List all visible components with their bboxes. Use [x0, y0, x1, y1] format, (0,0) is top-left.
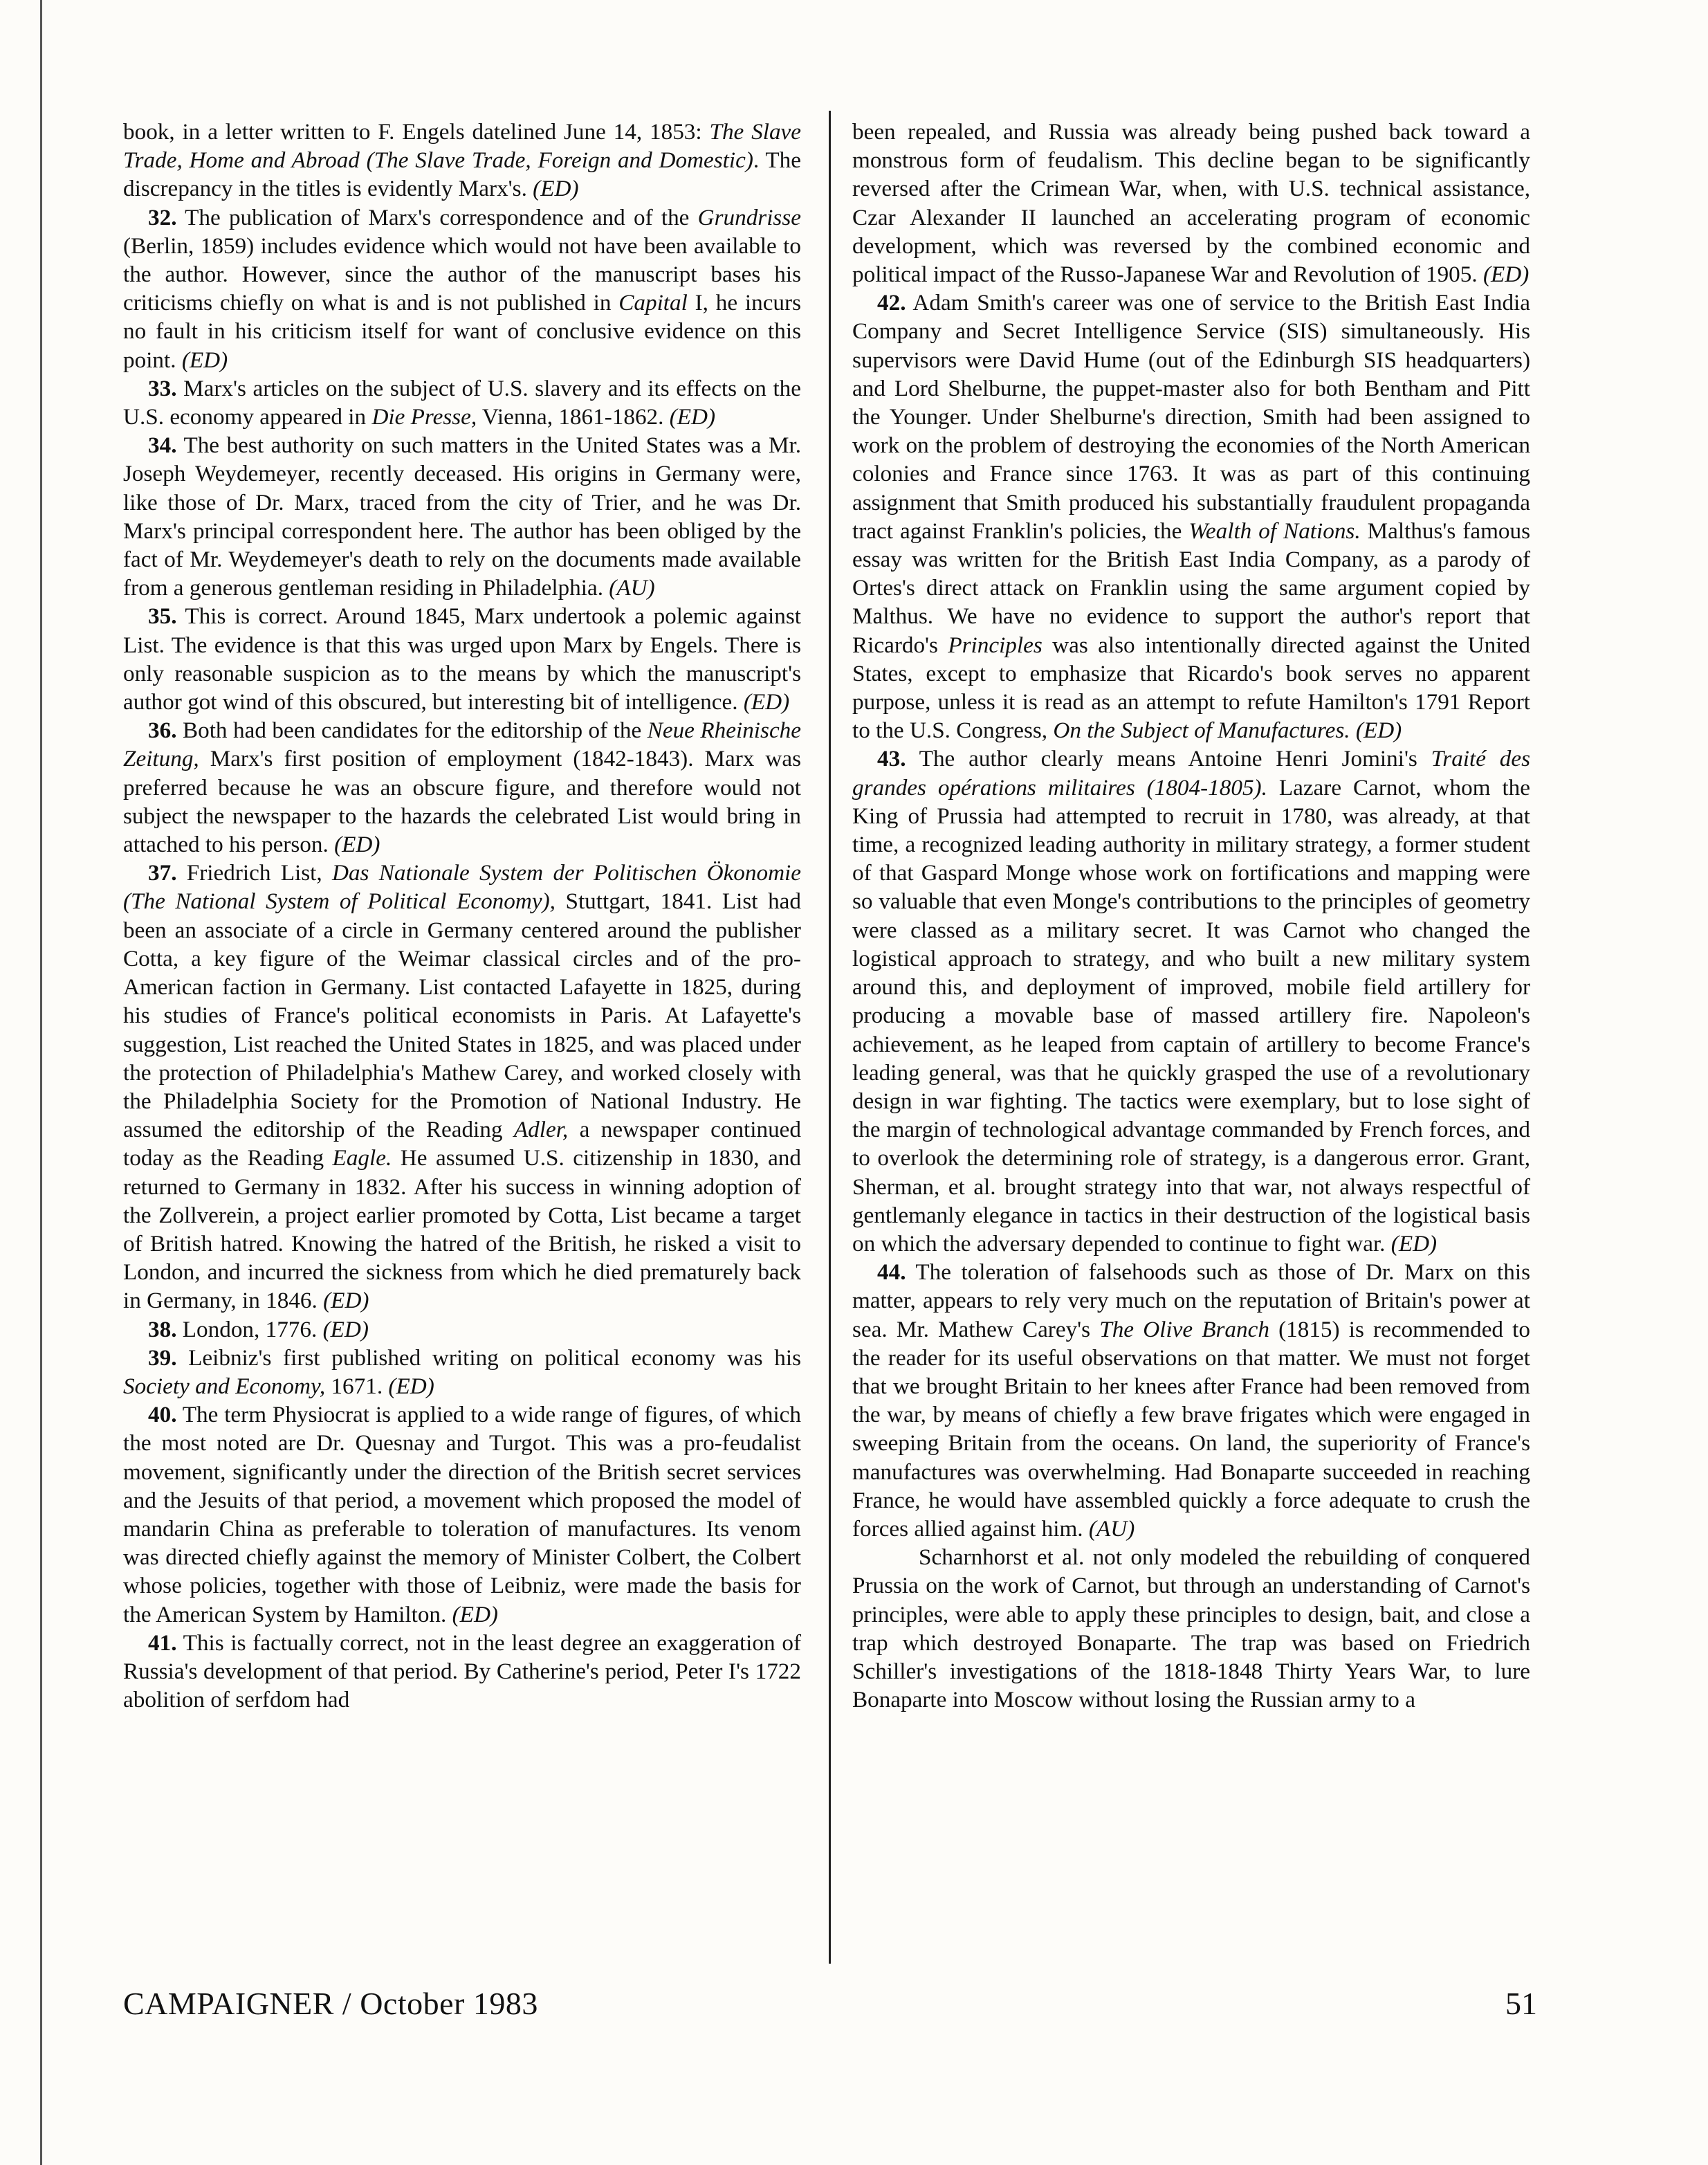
note-number: 34.: [148, 432, 177, 459]
note-number: 35.: [148, 603, 177, 630]
note-text: Marx's first position of employment (1842-1843). Marx was preferred because he was an obscure figure, and therefore would not subject the newspaper to the hazards the celebrated List would bring in attached to his person.: [123, 746, 801, 858]
italic-text: (ED): [533, 176, 579, 202]
note-paragraph: [852, 118, 1530, 289]
note-text: Vienna, 1861-1862.: [477, 404, 670, 430]
footer-publication: CAMPAIGNER / October 1983: [123, 1986, 538, 2021]
note-text: been repealed, and Russia was already being pushed back toward a monstrous form of feudalism. This decline began to be significantly reversed after the Crimean War, when, with U.S. technical assistance, Czar Alexander II launched an accelerating program of economic development, which was reversed by the combined economic and political impact of the Russo-Japanese War and Revolution of 1905.: [852, 119, 1530, 288]
note-paragraph: [123, 118, 801, 203]
italic-text: (AU): [609, 575, 655, 601]
note-paragraph: [123, 602, 801, 716]
note-paragraph: [852, 1543, 1530, 1714]
note-text: Both had been candidates for the editorship of the: [176, 718, 648, 744]
italic-text: (ED): [452, 1601, 498, 1627]
italic-text: Eagle.: [332, 1145, 392, 1171]
note-text: (1815) is recommended to the reader for its useful observations on that matter. We must not forget that we brought Britain to her knees after France had been removed from the war, by means of chiefly a few brave frigates which were engaged in sweeping Britain from the oceans. On land, the superiority of France's manufactures was overwhelming. Had Bonaparte succeeded in reaching France, he would have assembled quickly a force adequate to crush the forces allied against him.: [852, 1316, 1530, 1542]
note-text: book, in a letter written to F. Engels datelined June 14, 1853:: [123, 119, 710, 145]
note-number: 42.: [877, 290, 906, 316]
note-paragraph: [123, 1344, 801, 1400]
italic-text: Adler,: [513, 1117, 569, 1143]
note-text: This is factually correct, not in the least degree an exaggeration of Russia's development of that period. By Catherine's period, Peter I's 1722 abolition of serfdom had: [123, 1629, 801, 1713]
note-number: 38.: [148, 1316, 177, 1342]
note-number: 40.: [148, 1402, 177, 1428]
notes-column-left: [123, 118, 801, 1714]
note-text: Lazare Carnot, whom the King of Prussia had attempted to recruit in 1780, was already, at that time, a recognized leading authority in military strategy, a former student of that Gaspard Monge whose work on fortifications and mapping were so valuable that even Monge's contributions to the principles of geometry were classed as a military secret. It was Carnot who changed the logistical approach to strategy, and who built a new military system around this, and deployment of improved, mobile field artillery for producing a movable base of massed artillery fire. Napoleon's achievement, as he leaped from captain of artillery to become France's leading general, was that he quickly grasped the use of a revolutionary design in war fighting. The tactics were exemplary, but to lose sight of the margin of technological advantage commanded by French forces, and to overlook the determining role of strategy, is a dangerous error. Grant, Sherman, et al. brought strategy into that war, not always respectful of gentlemanly elegance in tactics in their destruction of the logistical basis on which the adversary depended to continue to fight war.: [852, 774, 1530, 1257]
column-divider: [829, 111, 831, 1964]
note-text: The term Physiocrat is applied to a wide range of figures, of which the most noted are Dr. Quesnay and Turgot. This was a pro-feudalist movement, significantly under the direction of the British secret services and the Jesuits of that period, a movement which proposed the model of mandarin China as preferable to toleration of manufactures. Its venom was directed chiefly against the memory of Minister Colbert, the Colbert whose policies, together with those of Leibniz, were made the basis for the American System by Hamilton.: [123, 1402, 801, 1627]
italic-text: Das Nationale System der Politischen Ökonomie (The National System of Political Economy),: [123, 860, 801, 915]
note-paragraph: [123, 203, 801, 374]
note-text: Marx's articles on the subject of U.S. slavery and its effects on the U.S. economy appeared in: [123, 375, 801, 430]
note-paragraph: [123, 859, 801, 1315]
italic-text: (ED): [334, 832, 380, 858]
italic-text: Grundrisse: [697, 204, 801, 230]
note-text: The publication of Marx's correspondence and of the: [176, 204, 698, 230]
italic-text: (ED): [322, 1316, 369, 1342]
note-paragraph: [123, 374, 801, 431]
italic-text: (ED): [181, 347, 228, 373]
italic-text: (ED): [323, 1288, 369, 1314]
note-number: 43.: [877, 746, 906, 772]
note-paragraph: [123, 716, 801, 859]
italic-text: (ED): [743, 689, 790, 715]
italic-text: Principles: [948, 632, 1043, 658]
italic-text: Traité des grandes opérations militaires (1804-1805).: [852, 746, 1531, 801]
note-text: Stuttgart, 1841. List had been an associate of a circle in Germany centered around the publisher Cotta, a key figure of the Weimar classical circles and of the pro-American faction in Germany. List contacted Lafayette in 1825, during his studies of France's political economists in Paris. At Lafayette's suggestion, List reached the United States in 1825, and was placed under the protection of Philadelphia's Mathew Carey, and worked closely with the Philadelphia Society for the Promotion of National Industry. He assumed the editorship of the Reading: [123, 888, 801, 1143]
note-text: [1350, 718, 1356, 743]
italic-text: The Slave Trade, Home and Abroad (The Slave Trade, Foreign and Domestic): [123, 119, 801, 174]
notes-column-right: [852, 118, 1530, 1714]
italic-text: Capital: [618, 290, 688, 316]
note-number: 32.: [148, 204, 177, 230]
note-text: was also intentionally directed against the United States, except to emphasize that Ricardo's book serves no apparent purpose, unless it is read as an attempt to refute Hamilton's 1791 Report to the U.S. Congress,: [852, 632, 1531, 744]
note-text: . The discrepancy in the titles is evidently Marx's.: [123, 147, 801, 202]
note-paragraph: [123, 1400, 801, 1629]
note-paragraph: [852, 289, 1530, 744]
note-text: a newspaper continued today as the Reading: [123, 1117, 801, 1171]
note-text: I, he incurs no fault in his criticism itself for want of conclusive evidence on this point.: [123, 290, 801, 373]
note-text: The author clearly means Antoine Henri Jomini's: [906, 746, 1431, 772]
note-text: Adam Smith's career was one of service to the British East India Company and Secret Intelligence Service (SIS) simultaneously. His supervisors were David Hume (out of the Edinburgh SIS headquarters) and Lord Shelburne, the puppet-master also for both Bentham and Pitt the Younger. Under Shelburne's direction, Smith had been assigned to work on the problem of destroying the economies of the North American colonies and France since 1763. It was as part of this continuing assignment that Smith produced his substantially fraudulent propaganda tract against Franklin's policies, the: [852, 290, 1530, 544]
italic-text: (AU): [1088, 1515, 1135, 1542]
italic-text: On the Subject of Manufactures.: [1053, 718, 1350, 744]
italic-text: Die Presse,: [371, 404, 477, 430]
italic-text: Society and Economy,: [123, 1373, 326, 1399]
page-number: 51: [1505, 1986, 1537, 2021]
note-text: Friedrich List,: [176, 860, 332, 886]
italic-text: Wealth of Nations.: [1188, 518, 1361, 544]
note-text: 1671.: [325, 1373, 389, 1399]
note-number: 39.: [148, 1344, 177, 1371]
italic-text: (ED): [1390, 1230, 1438, 1257]
note-text: Leibniz's first published writing on political economy was his: [176, 1344, 801, 1371]
note-number: 33.: [148, 375, 177, 401]
note-paragraph: [852, 744, 1530, 1258]
italic-text: Neue Rheinische Zeitung,: [123, 718, 801, 772]
note-number: 37.: [148, 860, 177, 886]
italic-text: (ED): [1482, 262, 1530, 288]
italic-text: The Olive Branch: [1099, 1316, 1269, 1342]
note-paragraph: [852, 1258, 1530, 1543]
italic-text: (ED): [669, 404, 716, 430]
note-text: Scharnhorst et al. not only modeled the rebuilding of conquered Prussia on the work of Carnot, but through an understanding of Carnot's principles, were able to apply these principles to design, bait, and close a trap which destroyed Bonaparte. The trap was based on Friedrich Schiller's investigations of the 1818-1848 Thirty Years War, to lure Bonaparte into Moscow without losing the Russian army to a: [852, 1544, 1530, 1713]
note-number: 44.: [877, 1259, 906, 1286]
note-text: Malthus's famous essay was written for the British East India Company, as a parody of Ortes's direct attack on Franklin using the same argument copied by Malthus. We have no evidence to support the author's report that Ricardo's: [852, 518, 1530, 658]
note-text: London, 1776.: [176, 1316, 323, 1342]
note-text: He assumed U.S. citizenship in 1830, and returned to Germany in 1832. After his success in winning adoption of the Zollverein, a project earlier promoted by Cotta, List became a target of British hatred. Knowing the hatred of the British, he risked a visit to London, and incurred the sickness from which he died prematurely back in Germany, in 1846.: [123, 1145, 801, 1314]
note-text: (Berlin, 1859) includes evidence which would not have been available to the author. However, since the author of the manuscript bases his criticisms chiefly on what is and is not published in: [123, 232, 801, 316]
note-number: 41.: [148, 1629, 177, 1656]
italic-text: (ED): [388, 1373, 434, 1399]
note-text: The toleration of falsehoods such as those of Dr. Marx on this matter, appears to rely very much on the reputation of Britain's power at sea. Mr. Mathew Carey's: [852, 1259, 1530, 1342]
note-number: 36.: [148, 718, 177, 744]
italic-text: (ED): [1355, 718, 1402, 744]
note-text: The best authority on such matters in the United States was a Mr. Joseph Weydemeyer, recently deceased. His origins in Germany were, like those of Dr. Marx, traced from the city of Trier, and he was Dr. Marx's principal correspondent here. The author has been obliged by the fact of Mr. Weydemeyer's death to rely on the documents made available from a generous gentleman residing in Philadelphia.: [123, 432, 801, 601]
note-paragraph: [123, 1629, 801, 1715]
note-text: This is correct. Around 1845, Marx undertook a polemic against List. The evidence is that this was urged upon Marx by Engels. There is only reasonable suspicion as to the means by which the manuscript's author got wind of this obscured, but interesting bit of intelligence.: [123, 603, 801, 715]
note-paragraph: [123, 431, 801, 602]
note-paragraph: [123, 1315, 801, 1344]
page-edge-line: [40, 0, 42, 2165]
